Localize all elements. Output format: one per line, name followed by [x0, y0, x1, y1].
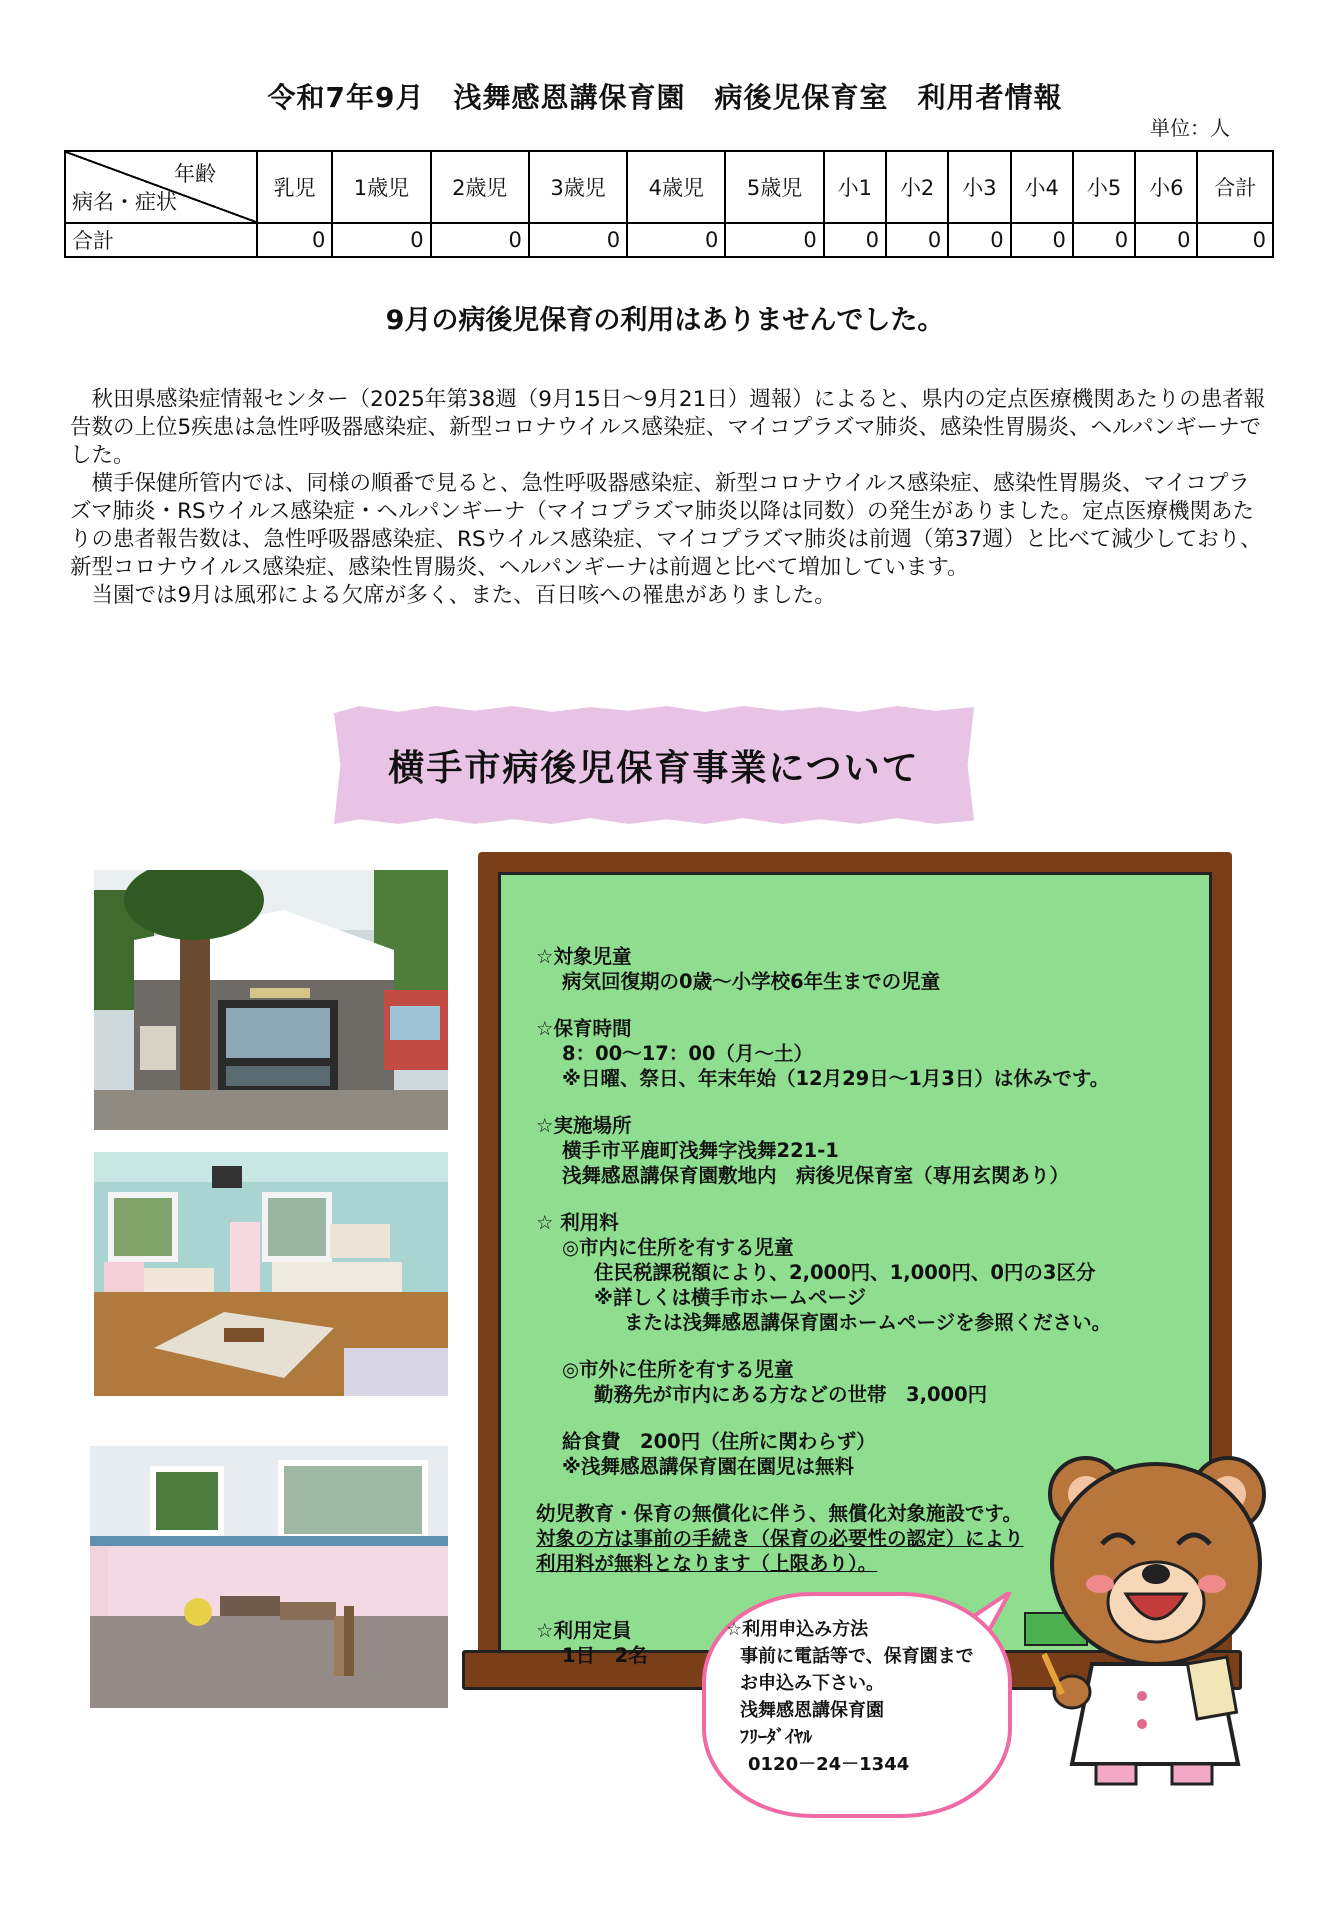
phone-number: 0120－24－1344 — [748, 1754, 910, 1775]
place-title: ☆実施場所 — [536, 1114, 632, 1137]
report-paragraph: 横手保健所管内では、同様の順番で見ると、急性呼吸器感染症、新型コロナウイルス感染症、感染性胃腸炎、マイコプラズマ肺炎・RSウイルス感染症・ヘルパンギーナ（マイコプラズマ肺炎以降は同数）の発生がありました。定点医療機関あたりの患者報告数は、急性呼吸器感染症、RSウイルス感染症、マイコプラズマ肺炎は前週（第37週）と比べて減少しており、新型コロナウイルス感染症、感染性胃腸炎、ヘルパンギーナは前週と比べて増加しています。 — [70, 471, 1262, 580]
column-header: 小3 — [948, 151, 1010, 223]
table-cell: 0 — [1197, 223, 1273, 257]
fee-in-city-note: ※詳しくは横手市ホームページ — [594, 1286, 867, 1309]
table-cell: 0 — [725, 223, 823, 257]
application-info — [726, 1616, 1006, 1778]
bear-teacher-icon — [1042, 1434, 1270, 1794]
unit-label: 単位：人 — [1150, 116, 1230, 140]
holiday-text: ※日曜、祭日、年末年始（12月29日～1月3日）は休みです。 — [562, 1067, 1110, 1090]
column-header: 合計 — [1197, 151, 1273, 223]
table-cell: 0 — [948, 223, 1010, 257]
column-header: 小5 — [1073, 151, 1135, 223]
table-cell: 0 — [257, 223, 332, 257]
free-text-2: 対象の方は事前の手続き（保育の必要性の認定）により — [536, 1527, 1024, 1550]
column-header: 小1 — [824, 151, 886, 223]
report-paragraph: 当園では9月は風邪による欠席が多く、また、百日咳への罹患がありました。 — [91, 583, 836, 608]
capacity-text: 1日 2名 — [562, 1644, 648, 1667]
page-title: 令和7年9月 浅舞感恩講保育園 病後児保育室 利用者情報 — [267, 81, 1063, 114]
illness-header: 病名・症状 — [72, 190, 177, 214]
place-detail: 浅舞感恩講保育園敷地内 病後児保育室（専用玄関あり） — [562, 1164, 1070, 1187]
table-cell: 0 — [627, 223, 725, 257]
column-header: 小4 — [1011, 151, 1073, 223]
target-section — [536, 944, 1136, 994]
application-line: 事前に電話等で、保育園まで — [740, 1646, 974, 1667]
column-header: 乳児 — [257, 151, 332, 223]
fee-title: ☆ 利用料 — [536, 1211, 619, 1234]
capacity-title: ☆利用定員 — [536, 1619, 632, 1642]
hours-title: ☆保育時間 — [536, 1017, 632, 1040]
fee-in-city-title: ◎市内に住所を有する児童 — [562, 1236, 794, 1259]
free-text-3: 利用料が無料となります（上限あり）。 — [536, 1552, 878, 1575]
fee-in-city-text: 住民税課税額により、2,000円、1,000円、0円の3区分 — [594, 1261, 1096, 1284]
table-cell: 0 — [824, 223, 886, 257]
column-header: 3歳児 — [529, 151, 627, 223]
column-header: 小6 — [1135, 151, 1197, 223]
table-cell: 0 — [332, 223, 430, 257]
column-header: 2歳児 — [431, 151, 529, 223]
table-row — [65, 223, 1273, 257]
infection-report — [70, 386, 1270, 610]
meal-fee-note: ※浅舞感恩講保育園在園児は無料 — [562, 1455, 854, 1478]
playroom-photo — [94, 1152, 448, 1396]
table-cell: 0 — [886, 223, 948, 257]
age-header: 年齢 — [174, 162, 216, 186]
table-cell: 0 — [1135, 223, 1197, 257]
target-text: 病気回復期の0歳～小学校6年生までの児童 — [562, 970, 941, 993]
column-header: 小2 — [886, 151, 948, 223]
table-corner-cell — [65, 151, 257, 223]
freedial-label: ﾌﾘｰﾀﾞｲﾔﾙ — [740, 1727, 812, 1748]
place-address: 横手市平鹿町浅舞字浅舞221-1 — [562, 1139, 839, 1162]
fee-out-city-text: 勤務先が市内にある方などの世帯 3,000円 — [594, 1383, 988, 1406]
table-cell: 0 — [431, 223, 529, 257]
nursery-name: 浅舞感恩講保育園 — [740, 1700, 884, 1721]
table-cell: 0 — [1011, 223, 1073, 257]
target-title: ☆対象児童 — [536, 945, 632, 968]
application-title: ☆利用申込み方法 — [726, 1619, 869, 1640]
column-header: 5歳児 — [725, 151, 823, 223]
table-header-row — [65, 151, 1273, 223]
place-section — [536, 1113, 1136, 1188]
free-text-1: 幼児教育・保育の無償化に伴う、無償化対象施設です。 — [536, 1502, 1022, 1525]
fee-in-city-note-2: または浅舞感恩講保育園ホームページを参照ください。 — [624, 1311, 1112, 1334]
fee-out-city-title: ◎市外に住所を有する児童 — [562, 1358, 794, 1381]
report-paragraph: 秋田県感染症情報センター（2025年第38週（9月15日～9月21日）週報）によると、県内の定点医療機関あたりの患者報告数の上位5疾患は急性呼吸器感染症、新型コロナウイルス感染症、マイコプラズマ肺炎、感染性胃腸炎、ヘルパンギーナでした。 — [70, 387, 1266, 468]
column-header: 4歳児 — [627, 151, 725, 223]
usage-notice: 9月の病後児保育の利用はありませんでした。 — [385, 305, 945, 336]
row-label: 合計 — [65, 223, 257, 257]
building-exterior-photo — [94, 870, 448, 1130]
meal-fee-text: 給食費 200円（住所に関わらず） — [562, 1430, 876, 1453]
table-cell: 0 — [529, 223, 627, 257]
application-line: お申込み下さい。 — [740, 1673, 884, 1694]
usage-table — [64, 150, 1274, 258]
section-banner-title: 横手市病後児保育事業について — [388, 748, 920, 789]
hours-section — [536, 1016, 1136, 1091]
table-cell: 0 — [1073, 223, 1135, 257]
hours-text: 8：00～17：00（月～土） — [562, 1042, 813, 1065]
corner-room-photo — [90, 1446, 448, 1708]
column-header: 1歳児 — [332, 151, 430, 223]
